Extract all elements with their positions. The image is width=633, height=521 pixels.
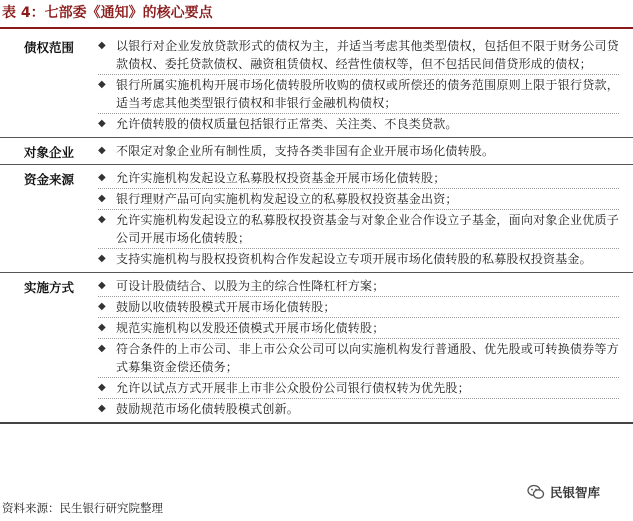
table-title: 表 4：七部委《通知》的核心要点 — [2, 5, 213, 21]
item-text: 规范实施机构以发股还债模式开展市场化债转股； — [116, 321, 385, 335]
diamond-bullet-icon: ◆ — [98, 253, 106, 264]
list-item — [98, 378, 619, 399]
list-item — [98, 399, 619, 419]
section-label: 债权范围 — [23, 40, 74, 55]
watermark — [527, 483, 600, 501]
diamond-bullet-icon: ◆ — [98, 172, 106, 183]
section-target-enterprise — [0, 138, 633, 165]
list-item — [98, 141, 619, 161]
item-text: 允许以试点方式开展非上市非公众股份公司银行债权转为优先股； — [116, 381, 470, 395]
item-text: 以银行对企业发放贷款形式的债权为主，并适当考虑其他类型债权，包括但不限于财务公司贷款债权、委托贷款债权、融资租赁债权、经营性债权等，但不包括民间借贷形成的债权； — [116, 39, 619, 71]
section-funding-source — [0, 165, 633, 273]
list-item — [98, 210, 619, 249]
diamond-bullet-icon: ◆ — [98, 193, 106, 204]
list-item — [98, 189, 619, 210]
section-items — [98, 276, 633, 419]
item-text: 鼓励以收债转股模式开展市场化债转股； — [116, 300, 336, 314]
diamond-bullet-icon: ◆ — [98, 322, 106, 333]
diamond-bullet-icon: ◆ — [98, 79, 106, 90]
section-label: 资金来源 — [23, 172, 74, 187]
diamond-bullet-icon: ◆ — [98, 280, 106, 291]
section-items — [98, 36, 633, 134]
diamond-bullet-icon: ◆ — [98, 118, 106, 129]
list-item — [98, 168, 619, 189]
diamond-bullet-icon: ◆ — [98, 214, 106, 225]
section-implementation — [0, 273, 633, 424]
item-text: 不限定对象企业所有制性质，支持各类非国有企业开展市场化债转股。 — [116, 144, 495, 158]
section-items — [98, 141, 633, 161]
item-text: 允许实施机构发起设立的私募股权投资基金与对象企业合作设立子基金，面向对象企业优质子公司开展市场化债转股； — [116, 213, 619, 245]
item-text: 允许实施机构发起设立私募股权投资基金开展市场化债转股； — [116, 171, 446, 185]
section-debt-scope — [0, 33, 633, 138]
diamond-bullet-icon: ◆ — [98, 403, 106, 414]
section-items — [98, 168, 633, 269]
item-text: 鼓励规范市场化债转股模式创新。 — [116, 402, 300, 416]
list-item — [98, 249, 619, 269]
list-item — [98, 75, 619, 114]
item-text: 允许债转股的债权质量包括银行正常类、关注类、不良类贷款。 — [116, 117, 458, 131]
list-item — [98, 36, 619, 75]
key-points-table — [0, 33, 633, 424]
diamond-bullet-icon: ◆ — [98, 343, 106, 354]
item-text: 支持实施机构与股权投资机构合作发起设立专项开展市场化债转股的私募股权投资基金。 — [116, 252, 592, 266]
item-text: 符合条件的上市公司、非上市公众公司可以向实施机构发行普通股、优先股或可转换债券等方式募集资金偿还债务； — [116, 342, 619, 374]
item-text: 银行所属实施机构开展市场化债转股所收购的债权或所偿还的债务范围原则上限于银行贷款，适当考虑其他类型银行债权和非银行金融机构债权； — [116, 78, 619, 110]
wechat-icon — [527, 484, 545, 500]
diamond-bullet-icon: ◆ — [98, 382, 106, 393]
item-text: 可设计股债结合、以股为主的综合性降杠杆方案； — [116, 279, 385, 293]
title-rule — [0, 27, 633, 29]
list-item — [98, 297, 619, 318]
diamond-bullet-icon: ◆ — [98, 301, 106, 312]
section-label: 实施方式 — [23, 280, 74, 295]
source-note: 资料来源：民生银行研究院整理 — [2, 501, 163, 515]
diamond-bullet-icon: ◆ — [98, 145, 106, 156]
list-item — [98, 318, 619, 339]
item-text: 银行理财产品可向实施机构发起设立的私募股权投资基金出资； — [116, 192, 458, 206]
list-item — [98, 114, 619, 134]
list-item — [98, 339, 619, 378]
watermark-text: 民银智库 — [550, 485, 601, 500]
diamond-bullet-icon: ◆ — [98, 40, 106, 51]
list-item — [98, 276, 619, 297]
section-label: 对象企业 — [23, 145, 74, 160]
